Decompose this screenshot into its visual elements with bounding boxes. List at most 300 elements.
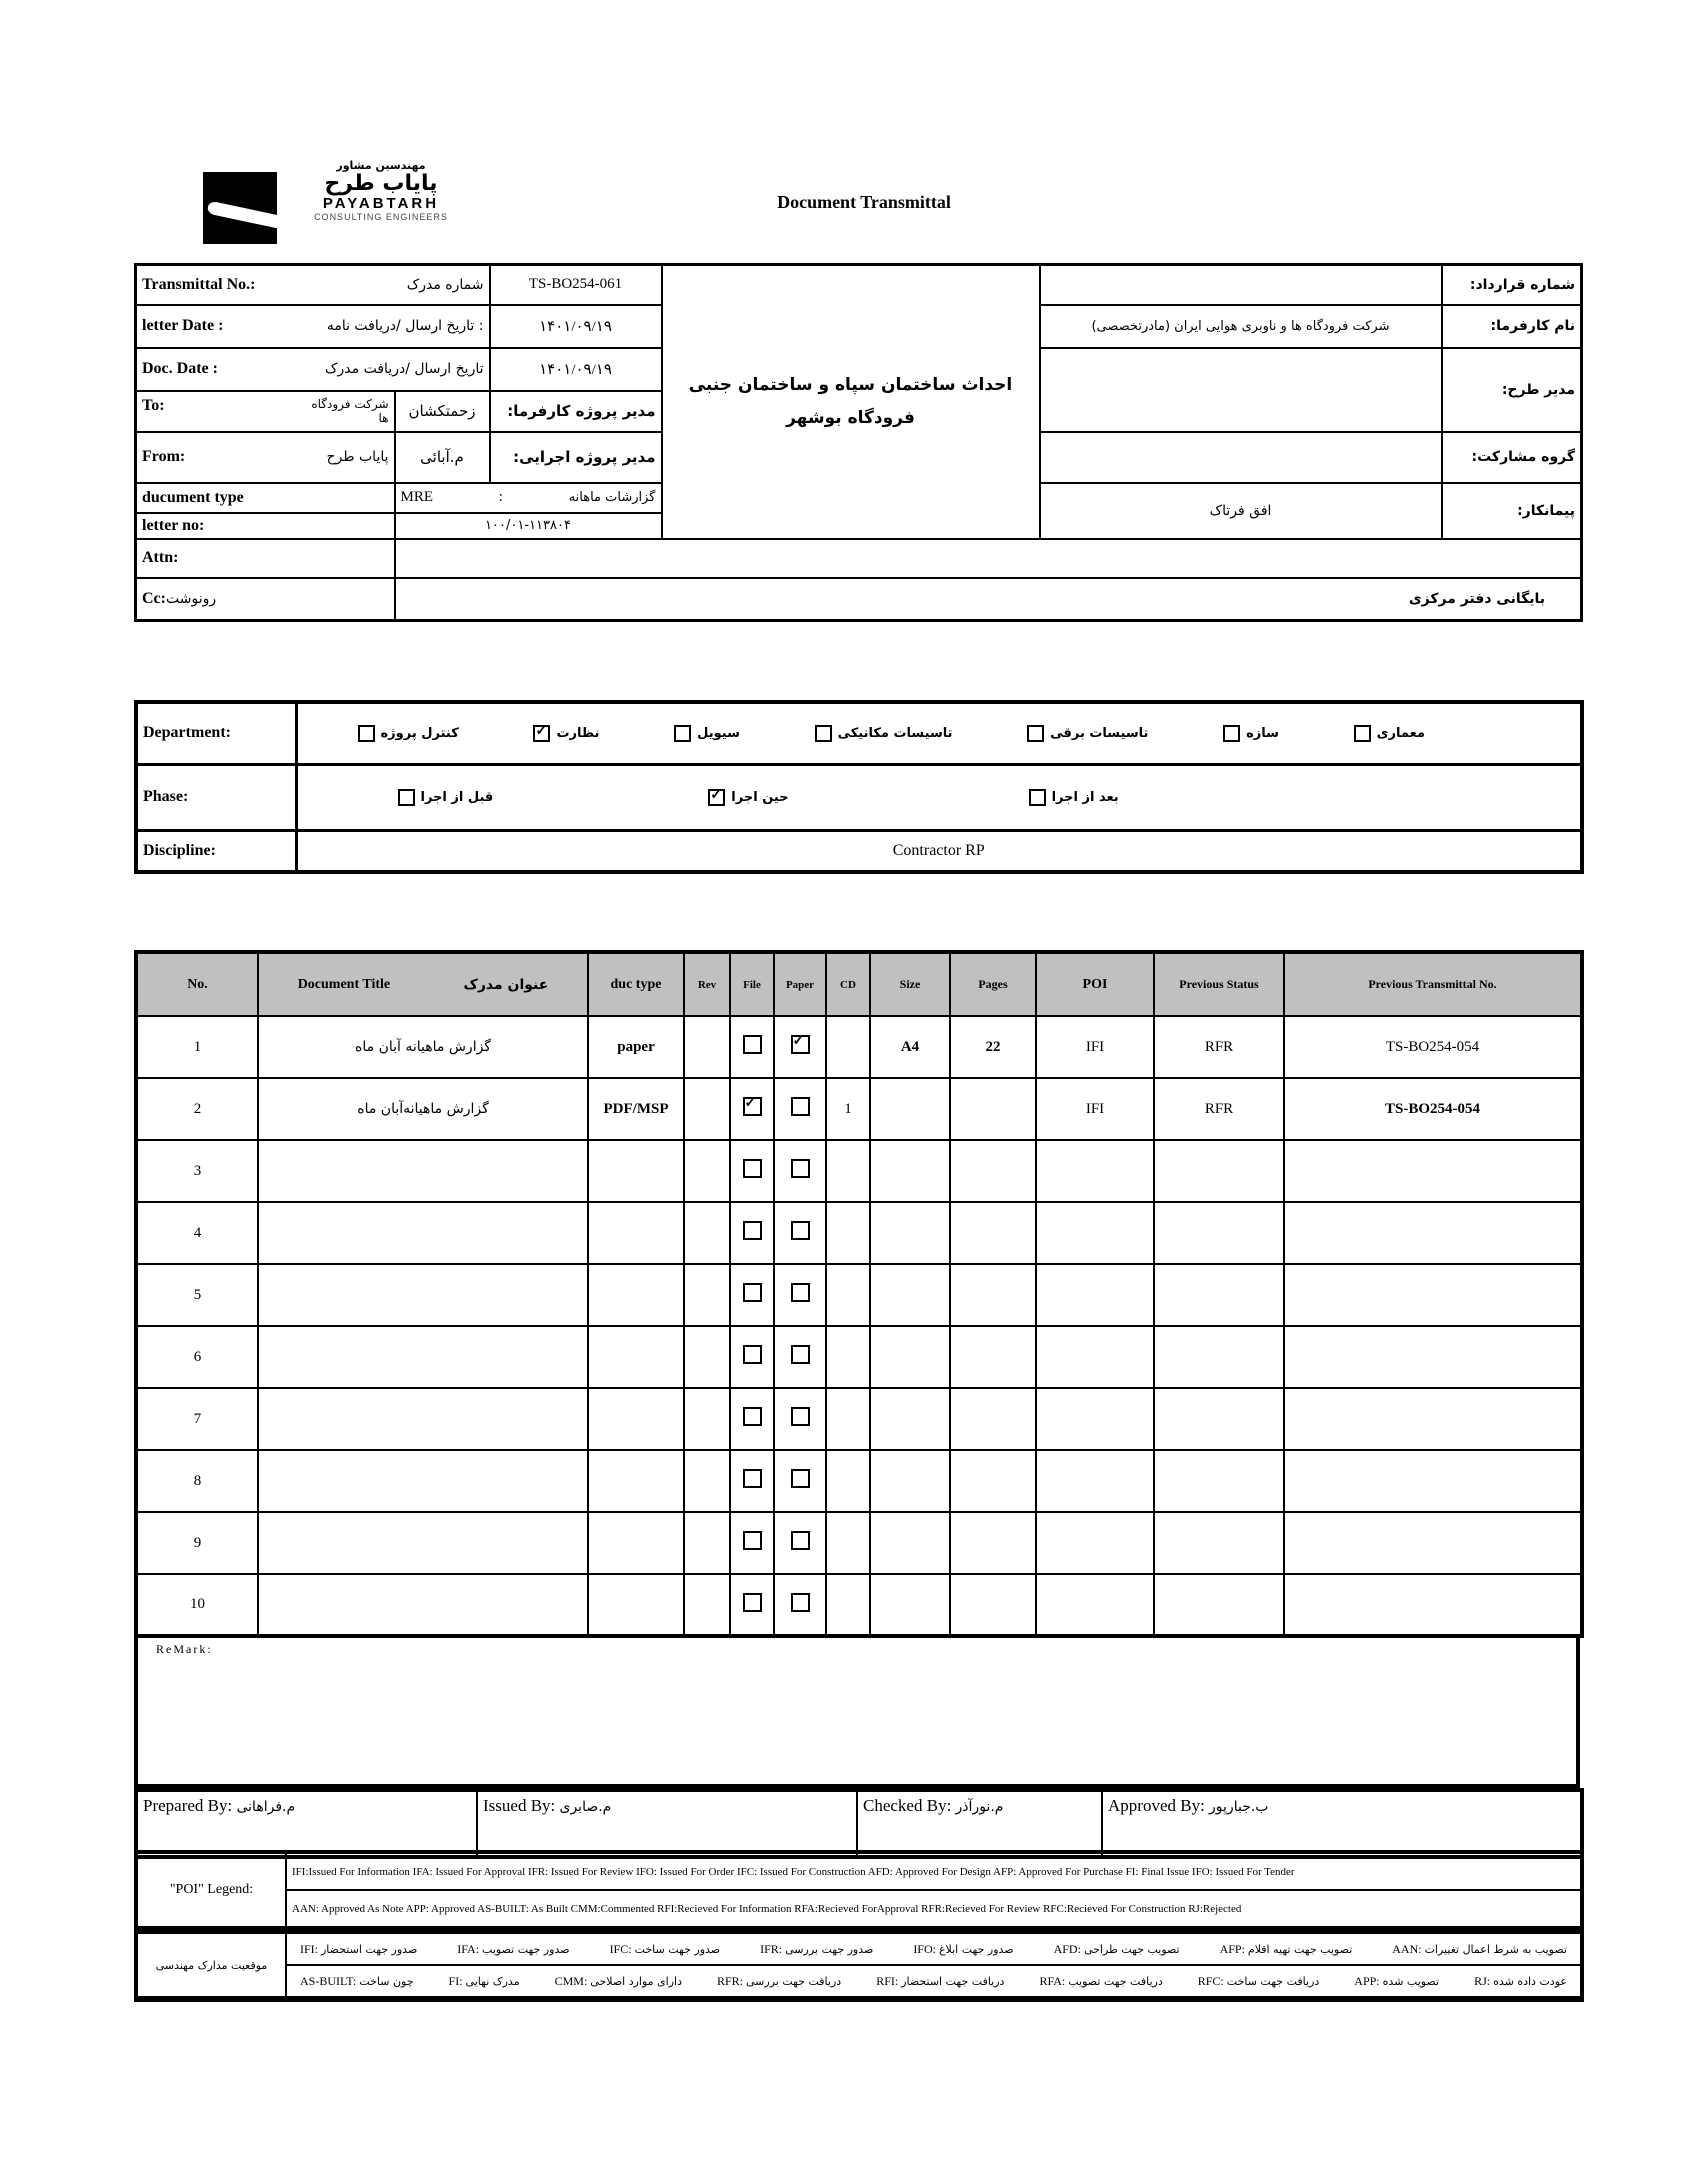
cell-rev — [684, 1450, 730, 1512]
cell-no: 7 — [136, 1388, 258, 1450]
cell-prev_no — [1284, 1326, 1582, 1388]
cell-rev — [684, 1140, 730, 1202]
col-header-file: File — [730, 952, 774, 1016]
poi-legend-label: "POI" Legend: — [136, 1852, 286, 1928]
department-option[interactable] — [1354, 725, 1425, 742]
cell-file — [730, 1450, 774, 1512]
empty-paper-checkbox-icon[interactable] — [791, 1407, 810, 1426]
contract-no-label: شماره قرارداد: — [1442, 265, 1582, 305]
cell-rev — [684, 1264, 730, 1326]
cell-paper — [774, 1264, 826, 1326]
empty-paper-checkbox-icon[interactable] — [791, 1221, 810, 1240]
col-header-prev-no: Previous Transmittal No. — [1284, 952, 1582, 1016]
cell-file — [730, 1326, 774, 1388]
approved-by-name: ب.جبارپور — [1209, 1799, 1269, 1815]
cell-cd — [826, 1326, 870, 1388]
cell-title: گزارش ماهیانه آبان ماه — [258, 1016, 588, 1078]
empty-file-checkbox-icon[interactable] — [743, 1159, 762, 1178]
to-cell — [136, 391, 395, 432]
cell-size — [870, 1512, 950, 1574]
cell-poi: IFI — [1036, 1016, 1154, 1078]
cell-duc_type — [588, 1574, 684, 1636]
cell-paper — [774, 1574, 826, 1636]
cell-rev — [684, 1078, 730, 1140]
empty-paper-checkbox-icon[interactable] — [791, 1283, 810, 1302]
legend-description: عودت داده شده — [1493, 1974, 1567, 1988]
cell-title — [258, 1202, 588, 1264]
legend-description: صدور جهت ابلاغ — [938, 1942, 1014, 1956]
cc-label: Cc: — [142, 589, 166, 607]
document-type-code: MRE — [400, 489, 434, 505]
cell-poi — [1036, 1512, 1154, 1574]
from-label: From: — [142, 448, 186, 465]
col-header-duc-type: duc type — [588, 952, 684, 1016]
cc-label-fa: رونوشت — [165, 590, 217, 607]
empty-file-checkbox-icon[interactable] — [743, 1531, 762, 1550]
client-name-label: نام کارفرما: — [1442, 305, 1582, 348]
legend-item — [449, 1974, 520, 1989]
legend-description: دریافت جهت استحضار — [901, 1974, 1005, 1988]
doc-date-label: Doc. Date : — [142, 360, 218, 377]
cell-prev_no — [1284, 1388, 1582, 1450]
cell-no: 9 — [136, 1512, 258, 1574]
checked-by-name: م.نورآذر — [955, 1799, 1004, 1815]
legend-code: RFI: — [876, 1973, 899, 1988]
legend-code: IFA: — [457, 1941, 480, 1956]
cell-paper — [774, 1016, 826, 1078]
cell-duc_type — [588, 1388, 684, 1450]
empty-file-checkbox-icon[interactable] — [743, 1345, 762, 1364]
cell-no: 1 — [136, 1016, 258, 1078]
cell-size — [870, 1264, 950, 1326]
cell-title — [258, 1388, 588, 1450]
document-type-label: ducument type — [136, 483, 395, 513]
phase-option[interactable] — [398, 789, 494, 806]
cell-no: 6 — [136, 1326, 258, 1388]
department-option-label: سیویل — [697, 725, 740, 741]
checked-checkbox-icon[interactable] — [533, 725, 550, 742]
cell-cd — [826, 1512, 870, 1574]
phase-option[interactable] — [708, 789, 788, 806]
transmittal-no-value: TS-BO254-061 — [490, 265, 662, 305]
empty-checkbox-icon[interactable] — [1029, 789, 1046, 806]
department-options-cell — [296, 702, 1582, 764]
issued-by-name: م.صابری — [559, 1799, 612, 1815]
cell-file — [730, 1140, 774, 1202]
contractor-label: پیمانکار: — [1442, 483, 1582, 539]
company-logo-text — [286, 160, 476, 223]
legend-item — [1474, 1974, 1567, 1989]
remark-section — [134, 1634, 1580, 1788]
poi-legend-table — [134, 1850, 1584, 1930]
department-option[interactable] — [358, 725, 459, 742]
empty-paper-checkbox-icon[interactable] — [791, 1159, 810, 1178]
cell-size — [870, 1078, 950, 1140]
poi-legend-line2: AAN: Approved As Note APP: Approved AS-BUILT: As Built CMM:Commented RFI:Recieved For Information RFA:Recieved ForApproval RFR:Recieved For Review RFC:Recieved For Construction RJ:Rejected — [286, 1890, 1582, 1928]
legend-item — [1039, 1974, 1162, 1989]
empty-file-checkbox-icon[interactable] — [743, 1283, 762, 1302]
legend-code: RFR: — [716, 1973, 743, 1988]
department-option[interactable] — [1027, 725, 1148, 742]
col-header-poi: POI — [1036, 952, 1154, 1016]
cell-cd — [826, 1264, 870, 1326]
empty-checkbox-icon[interactable] — [398, 789, 415, 806]
empty-paper-checkbox-icon[interactable] — [791, 1531, 810, 1550]
cell-paper — [774, 1140, 826, 1202]
doc-date-label-fa: تاریخ ارسال /دریافت مدرک — [325, 361, 484, 377]
cell-paper — [774, 1512, 826, 1574]
phase-option-label: بعد از اجرا — [1051, 789, 1119, 805]
from-company: پایاب طرح — [326, 449, 389, 465]
fa-legend-line1 — [292, 1935, 1575, 1963]
legend-code: APP: — [1354, 1973, 1380, 1988]
discipline-label: Discipline: — [136, 830, 296, 872]
department-option[interactable] — [533, 725, 599, 742]
cell-no: 4 — [136, 1202, 258, 1264]
cell-title — [258, 1450, 588, 1512]
cc-label-cell — [136, 578, 395, 621]
cell-file — [730, 1078, 774, 1140]
cell-rev — [684, 1388, 730, 1450]
to-label: To: — [142, 397, 165, 414]
cell-pages — [950, 1264, 1036, 1326]
legend-item — [1354, 1974, 1439, 1989]
legend-description: تصویب شده — [1382, 1974, 1440, 1988]
poi-legend-line1: IFI:Issued For Information IFA: Issued For Approval IFR: Issued For Review IFO: Issued For Order IFC: Issued For Construction AFD: Approved For Design AFP: Approved For Purchase FI: Final Issue IFO: Issued For Tender — [286, 1852, 1582, 1890]
cell-size — [870, 1450, 950, 1512]
legend-code: IFC: — [609, 1941, 632, 1956]
logo-en-tagline: CONSULTING ENGINEERS — [314, 211, 448, 222]
legend-description: صدور جهت تصویب — [482, 1942, 570, 1956]
issued-by-label: Issued By: — [483, 1796, 556, 1815]
document-row — [136, 1202, 1582, 1264]
approved-by-label: Approved By: — [1108, 1796, 1205, 1815]
prepared-by-cell — [136, 1790, 477, 1857]
department-option-label: معماری — [1376, 725, 1425, 741]
department-option-label: کنترل پروژه — [380, 725, 459, 741]
attn-value — [395, 539, 1582, 578]
cell-title — [258, 1264, 588, 1326]
cell-cd: 1 — [826, 1078, 870, 1140]
cell-pages: 22 — [950, 1016, 1036, 1078]
legend-description: تصویب جهت طراحی — [1083, 1942, 1180, 1956]
cell-poi — [1036, 1264, 1154, 1326]
legend-description: مدرک نهایی — [465, 1974, 520, 1988]
legend-code: RFA: — [1039, 1973, 1066, 1988]
cell-pages — [950, 1388, 1036, 1450]
logo-fa-name: پایاب طرح — [324, 171, 438, 197]
cell-duc_type — [588, 1326, 684, 1388]
checked-by-cell — [857, 1790, 1102, 1857]
cell-poi — [1036, 1202, 1154, 1264]
cell-poi: IFI — [1036, 1078, 1154, 1140]
legend-code: RFC: — [1197, 1973, 1224, 1988]
transmittal-no-cell — [136, 265, 490, 305]
cell-pages — [950, 1512, 1036, 1574]
contract-no-value — [1040, 265, 1442, 305]
cell-size — [870, 1140, 950, 1202]
department-option-label: نظارت — [556, 725, 600, 741]
department-option-label: تاسیسات برقی — [1050, 725, 1149, 741]
empty-paper-checkbox-icon[interactable] — [791, 1593, 810, 1612]
letter-date-value: ۱۴۰۱/۰۹/۱۹ — [490, 305, 662, 348]
cell-title: گزارش ماهیانه‌آبان ماه — [258, 1078, 588, 1140]
transmittal-no-label: Transmittal No.: — [142, 275, 256, 293]
checked-paper-checkbox-icon[interactable] — [791, 1035, 810, 1054]
cell-prev_status — [1154, 1574, 1284, 1636]
cell-prev_no — [1284, 1264, 1582, 1326]
cell-rev — [684, 1574, 730, 1636]
empty-checkbox-icon[interactable] — [674, 725, 691, 742]
legend-code: IFR: — [760, 1941, 783, 1956]
legend-description: صدور جهت استحضار — [321, 1942, 418, 1956]
legend-item — [300, 1974, 414, 1989]
empty-file-checkbox-icon[interactable] — [743, 1035, 762, 1054]
cell-rev — [684, 1512, 730, 1574]
department-option-label: تاسیسات مکانیکی — [837, 725, 953, 741]
documents-table — [134, 950, 1584, 1638]
approved-by-cell — [1102, 1790, 1582, 1857]
prepared-by-label: Prepared By: — [143, 1796, 233, 1815]
legend-code: FI: — [448, 1973, 463, 1988]
document-row — [136, 1140, 1582, 1202]
cell-prev_status — [1154, 1264, 1284, 1326]
classification-table — [134, 700, 1584, 874]
design-manager-label: مدیر طرح: — [1442, 348, 1582, 432]
empty-checkbox-icon[interactable] — [1354, 725, 1371, 742]
legend-item — [1198, 1974, 1320, 1989]
phase-label: Phase: — [136, 764, 296, 830]
letter-date-label: letter Date : — [142, 317, 224, 334]
empty-paper-checkbox-icon[interactable] — [791, 1345, 810, 1364]
cc-archive-note: بایگانی دفتر مرکزی — [1408, 590, 1545, 607]
col-header-prev-status: Previous Status — [1154, 952, 1284, 1016]
empty-paper-checkbox-icon[interactable] — [791, 1469, 810, 1488]
cell-file — [730, 1016, 774, 1078]
cell-file — [730, 1388, 774, 1450]
checked-file-checkbox-icon[interactable] — [743, 1097, 762, 1116]
legend-item — [760, 1942, 873, 1957]
cell-duc_type — [588, 1512, 684, 1574]
legend-item — [457, 1942, 569, 1957]
cell-prev_status — [1154, 1450, 1284, 1512]
transmittal-no-label-fa: شماره مدرک — [406, 276, 484, 293]
cell-poi — [1036, 1326, 1154, 1388]
cell-paper — [774, 1078, 826, 1140]
logo-fa-tagline: مهندسین مشاور — [336, 159, 426, 172]
empty-file-checkbox-icon[interactable] — [743, 1221, 762, 1240]
project-title-line2: فرودگاه بوشهر — [786, 407, 915, 428]
signatures-table — [134, 1788, 1584, 1859]
cell-duc_type — [588, 1202, 684, 1264]
document-row — [136, 1264, 1582, 1326]
legend-item — [555, 1974, 682, 1989]
project-title-line1: احداث ساختمان سپاه و ساختمان جنبی — [688, 375, 1013, 396]
cell-prev_status — [1154, 1202, 1284, 1264]
logo-en-name: PAYABTARH — [322, 195, 440, 213]
cell-file — [730, 1264, 774, 1326]
document-row — [136, 1326, 1582, 1388]
col-header-title: Document Title عنوان مدرک — [258, 952, 588, 1016]
cell-prev_status: RFR — [1154, 1078, 1284, 1140]
legend-item — [1054, 1942, 1180, 1957]
cell-prev_status — [1154, 1140, 1284, 1202]
remark-label: ReMark: — [156, 1642, 213, 1656]
cell-cd — [826, 1202, 870, 1264]
phase-checklist — [303, 789, 1576, 806]
cell-paper — [774, 1388, 826, 1450]
from-cell — [136, 432, 395, 483]
cell-prev_no — [1284, 1512, 1582, 1574]
cell-poi — [1036, 1450, 1154, 1512]
cell-rev — [684, 1202, 730, 1264]
legend-description: چون ساخت — [359, 1974, 414, 1988]
empty-checkbox-icon[interactable] — [815, 725, 832, 742]
checked-by-label: Checked By: — [863, 1796, 952, 1815]
cell-no: 3 — [136, 1140, 258, 1202]
letter-date-cell — [136, 305, 490, 348]
cell-no: 8 — [136, 1450, 258, 1512]
fa-legend-label: موقعیت مدارک مهندسی — [136, 1932, 286, 1999]
department-option[interactable] — [674, 725, 740, 742]
cell-no: 5 — [136, 1264, 258, 1326]
cell-cd — [826, 1140, 870, 1202]
phase-option-label: حین اجرا — [731, 789, 789, 805]
empty-file-checkbox-icon[interactable] — [743, 1593, 762, 1612]
project-title-cell — [662, 265, 1040, 539]
cell-file — [730, 1512, 774, 1574]
header-info-table — [134, 263, 1583, 622]
fa-legend-table — [134, 1930, 1584, 2002]
cell-rev — [684, 1016, 730, 1078]
client-name-value: شرکت فرودگاه ها و ناوبری هوایی ایران (مادرتخصصی) — [1040, 305, 1442, 348]
fa-legend-line2 — [292, 1967, 1575, 1995]
cell-cd — [826, 1016, 870, 1078]
empty-file-checkbox-icon[interactable] — [743, 1407, 762, 1426]
cell-title — [258, 1512, 588, 1574]
cell-prev_no: TS-BO254-054 — [1284, 1078, 1582, 1140]
cell-file — [730, 1202, 774, 1264]
cell-prev_status — [1154, 1388, 1284, 1450]
legend-description: صدور جهت بررسی — [785, 1942, 874, 1956]
cell-title — [258, 1140, 588, 1202]
cell-title — [258, 1574, 588, 1636]
legend-code: IFI: — [300, 1941, 318, 1956]
legend-code: RJ: — [1474, 1973, 1491, 1988]
cell-title — [258, 1326, 588, 1388]
legend-code: AAN: — [1392, 1941, 1422, 1956]
legend-code: IFO: — [913, 1941, 936, 1956]
cell-duc_type: paper — [588, 1016, 684, 1078]
cell-size — [870, 1388, 950, 1450]
col-header-size: Size — [870, 952, 950, 1016]
cell-prev_no — [1284, 1202, 1582, 1264]
client-pm-label: مدیر پروژه کارفرما: — [490, 391, 662, 432]
legend-code: CMM: — [554, 1973, 588, 1988]
legend-code: AFP: — [1219, 1941, 1245, 1956]
cell-paper — [774, 1326, 826, 1388]
checked-checkbox-icon[interactable] — [708, 789, 725, 806]
cell-prev_no: TS-BO254-054 — [1284, 1016, 1582, 1078]
jv-group-label: گروه مشارکت: — [1442, 432, 1582, 483]
empty-paper-checkbox-icon[interactable] — [791, 1097, 810, 1116]
empty-checkbox-icon[interactable] — [1223, 725, 1240, 742]
col-header-pages: Pages — [950, 952, 1036, 1016]
cell-pages — [950, 1202, 1036, 1264]
cell-cd — [826, 1574, 870, 1636]
cell-pages — [950, 1450, 1036, 1512]
document-type-value-cell — [395, 483, 662, 513]
cell-pages — [950, 1326, 1036, 1388]
cell-paper — [774, 1202, 826, 1264]
legend-code: AS-BUILT: — [300, 1973, 357, 1988]
department-option[interactable] — [1223, 725, 1279, 742]
legend-description: دارای موارد اصلاحی — [590, 1974, 682, 1988]
fa-legend-line1-cell — [286, 1932, 1582, 1965]
department-option[interactable] — [815, 725, 953, 742]
legend-description: دریافت جهت بررسی — [746, 1974, 842, 1988]
fa-legend-line2-cell — [286, 1965, 1582, 1999]
cell-poi — [1036, 1140, 1154, 1202]
empty-file-checkbox-icon[interactable] — [743, 1469, 762, 1488]
phase-options-cell — [296, 764, 1582, 830]
cell-prev_no — [1284, 1140, 1582, 1202]
col-header-rev: Rev — [684, 952, 730, 1016]
col-header-paper: Paper — [774, 952, 826, 1016]
col-header-no: No. — [136, 952, 258, 1016]
phase-option[interactable] — [1029, 789, 1119, 806]
cell-size — [870, 1574, 950, 1636]
cell-rev — [684, 1326, 730, 1388]
cell-poi — [1036, 1388, 1154, 1450]
document-type-fa: گزارشات ماهانه — [568, 490, 656, 505]
department-option-label: سازه — [1246, 725, 1279, 741]
letter-no-label: letter no: — [136, 513, 395, 539]
to-person: زحمتکشان — [395, 391, 490, 432]
document-row — [136, 1512, 1582, 1574]
legend-item — [913, 1942, 1013, 1957]
cell-size — [870, 1326, 950, 1388]
col-header-cd: CD — [826, 952, 870, 1016]
cell-paper — [774, 1450, 826, 1512]
legend-item — [1220, 1942, 1353, 1957]
document-row — [136, 1016, 1582, 1078]
cell-no: 10 — [136, 1574, 258, 1636]
empty-checkbox-icon[interactable] — [1027, 725, 1044, 742]
discipline-value: Contractor RP — [296, 830, 1582, 872]
doc-date-value: ۱۴۰۱/۰۹/۱۹ — [490, 348, 662, 391]
from-person: م.آبائی — [395, 432, 490, 483]
legend-description: تصویب به شرط اعمال تغییرات — [1424, 1942, 1567, 1956]
legend-description: صدور جهت ساخت — [634, 1942, 721, 1956]
department-checklist — [303, 725, 1576, 742]
cell-duc_type — [588, 1264, 684, 1326]
cell-pages — [950, 1140, 1036, 1202]
document-type-separator: : — [498, 489, 503, 505]
phase-option-label: قبل از اجرا — [420, 789, 494, 805]
cell-poi — [1036, 1574, 1154, 1636]
issued-by-cell — [477, 1790, 857, 1857]
legend-code: AFD: — [1053, 1941, 1081, 1956]
cell-cd — [826, 1450, 870, 1512]
cell-prev_no — [1284, 1574, 1582, 1636]
empty-checkbox-icon[interactable] — [358, 725, 375, 742]
cell-file — [730, 1574, 774, 1636]
cell-size — [870, 1202, 950, 1264]
legend-item — [300, 1942, 417, 1957]
cell-duc_type: PDF/MSP — [588, 1078, 684, 1140]
cell-prev_status — [1154, 1326, 1284, 1388]
